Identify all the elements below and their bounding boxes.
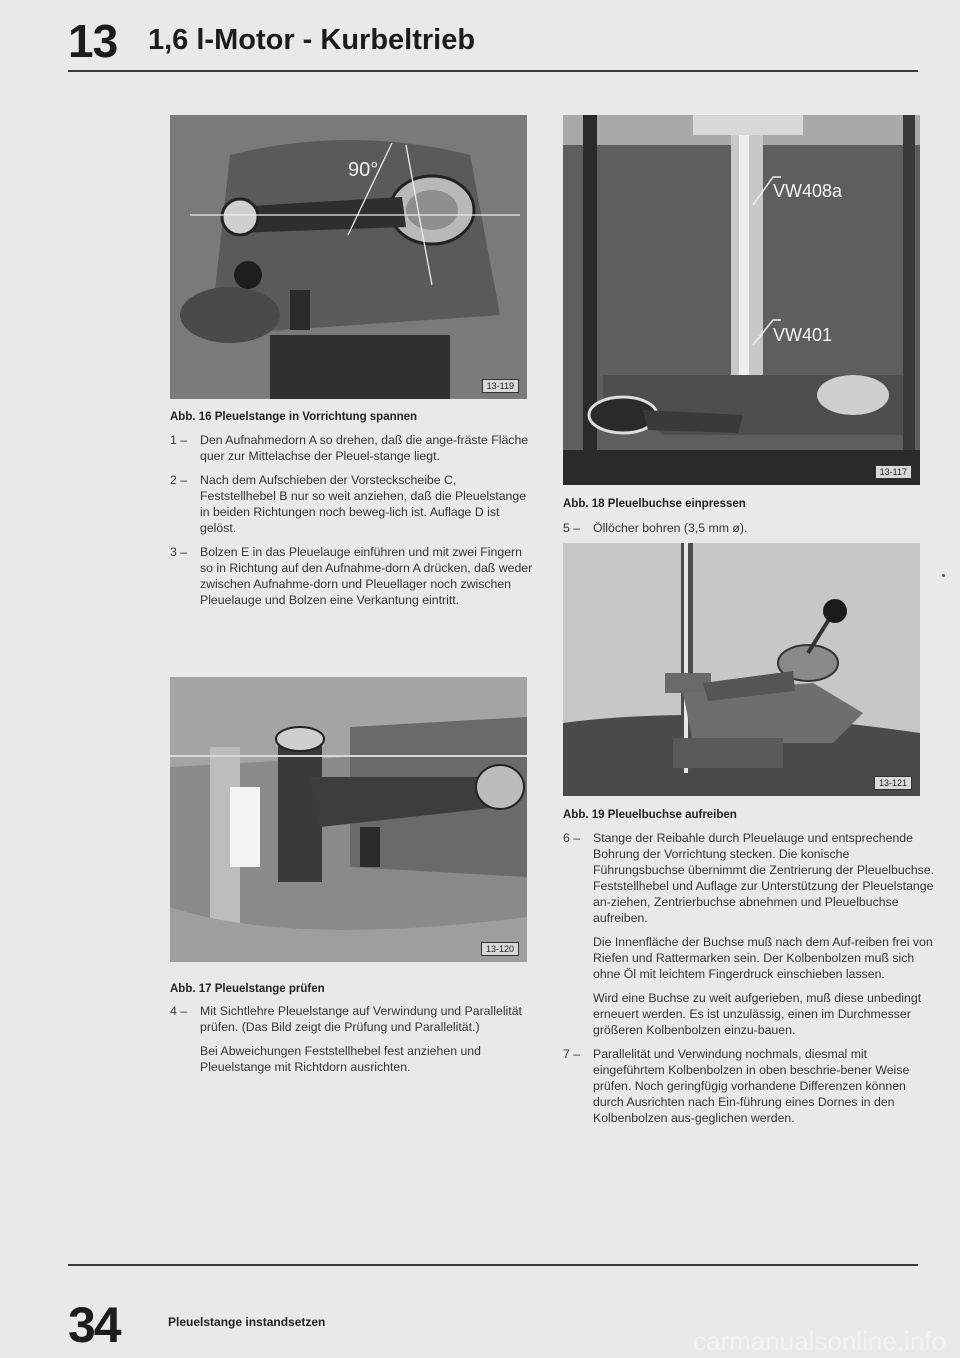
figure-18-badge: 13-117 xyxy=(875,465,912,479)
page-title: 1,6 l-Motor - Kurbeltrieb xyxy=(148,24,476,56)
footer-rule xyxy=(68,1264,918,1266)
figure-19-photo xyxy=(563,543,920,796)
step-4-block xyxy=(170,1003,535,1083)
figure-17-badge: 13-120 xyxy=(481,942,519,956)
header-rule xyxy=(68,70,918,72)
margin-mark xyxy=(942,574,945,577)
figure-19-caption: Abb. 19 Pleuelbuchse aufreiben xyxy=(563,809,737,821)
tool-label-vw408a: VW408a xyxy=(773,181,843,201)
step-4-note: Bei Abweichungen Feststellhebel fest anziehen und Pleuelstange mit Richtdorn ausrichten. xyxy=(200,1044,481,1074)
figure-16-caption: Abb. 16 Pleuelstange in Vorrichtung spannen xyxy=(170,411,418,423)
page-number: 34 xyxy=(68,1297,120,1353)
step-7: 7 – Parallelität und Verwindung nochmals, diesmal mit eingeführtem Kolbenbolzen in oben beschrie-bener Weise prüfen. Noch geringfügig vorhandene Differenzen können durch Ausrichten nach Ein-führung eines Dornes in den Kolbenbolzen aus-geglichen werden. xyxy=(563,1047,910,1125)
step-3: 3 – Bolzen E in das Pleuelauge einführen und mit zwei Fingern so in Richtung auf den Aufnahme-dorn A drücken, daß weder zwischen Aufnahme-dorn und Pleuellager noch zwischen Pleuelauge und Bolzen eine Verkantung eintritt. xyxy=(170,545,533,607)
figure-16-badge: 13-119 xyxy=(482,379,519,393)
step-4: 4 – Mit Sichtlehre Pleuelstange auf Verwindung und Parallelität prüfen. (Das Bild zeigt die Prüfung und Parallelität.) xyxy=(170,1004,522,1034)
step-6-note-1: Die Innenfläche der Buchse muß nach dem Auf-reiben frei von Riefen und Rattermarken sein. Der Kolbenbolzen muß sich ohne Öl mit leichtem Fingerdruck einschieben lassen. xyxy=(593,935,933,981)
section-number: 13 xyxy=(68,15,118,67)
figure-18-caption: Abb. 18 Pleuelbuchse einpressen xyxy=(563,498,746,510)
step-1: 1 – Den Aufnahmedorn A so drehen, daß die ange-fräste Fläche quer zur Mittelachse der Pleuel-stange liegt. xyxy=(170,433,529,463)
figure-17-caption: Abb. 17 Pleuelstange prüfen xyxy=(170,983,325,995)
step-5-block xyxy=(563,520,933,544)
left-steps xyxy=(170,432,535,616)
figure-16-photo xyxy=(170,115,527,399)
figure-19-badge: 13-121 xyxy=(874,776,912,790)
footer-section-title: Pleuelstange instandsetzen xyxy=(168,1315,326,1329)
watermark: carmanualsonline.info xyxy=(693,1326,946,1356)
step-5: 5 – Öllöcher bohren (3,5 mm ø). xyxy=(563,521,748,535)
right-steps xyxy=(563,830,935,1134)
figure-17-photo xyxy=(170,677,527,962)
figure-18-photo xyxy=(563,115,920,485)
angle-label: 90° xyxy=(348,159,379,181)
step-6-note-2: Wird eine Buchse zu weit aufgerieben, muß diese unbedingt erneuert werden. Es ist unzulässig, einen im Durchmesser größeren Kolbenbolzen einzu-bauen. xyxy=(593,991,922,1037)
tool-label-vw401: VW401 xyxy=(773,325,833,345)
step-2: 2 – Nach dem Aufschieben der Vorsteckscheibe C, Feststellhebel B nur so weit anziehen, daß die Pleuelstange in beiden Richtungen noch beweg-lich ist. Auflage D ist gelöst. xyxy=(170,473,527,535)
step-6: 6 – Stange der Reibahle durch Pleuelauge und entsprechende Bohrung der Vorrichtung stecken. Die konische Führungsbuchse übernimmt die Zentrierung der Pleuelbuchse. Feststellhebel und Auflage zur Unterstützung der Pleuelstange an-ziehen, Zentrierbuchse abnehmen und Pleuelbuchse aufreiben. xyxy=(563,831,935,925)
